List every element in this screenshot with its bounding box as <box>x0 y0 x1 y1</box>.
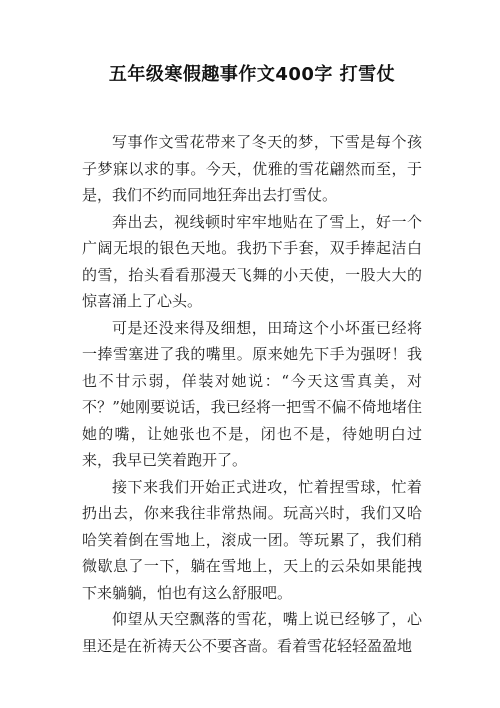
paragraph-5: 仰望从天空飘落的雪花，嘴上说已经够了，心里还是在祈祷天公不要吝啬。看着雪花轻轻盈盈地 <box>82 610 422 655</box>
paragraph-4: 接下来我们开始正式进攻，忙着捏雪球，忙着扔出去，你来我往非常热闹。玩高兴时，我们又哈哈笑着倒在雪地上，滚成一团。等玩累了，我们稍微歇息了一下，躺在雪地上，天上的云朵如果能拽下来躺躺，怕也有这么舒服吧。 <box>82 477 422 602</box>
document-body <box>82 129 422 659</box>
paragraph-3: 可是还没来得及细想，田琦这个小坏蛋已经将一捧雪塞进了我的嘴里。原来她先下手为强呀！我也不甘示弱，佯装对她说：“今天这雪真美，对不？”她刚要说话，我已经将一把雪不偏不倚地堵住她的嘴，让她张也不是，闭也不是，待她明白过来，我早已笑着跑开了。 <box>82 318 422 469</box>
paragraph-1: 写事作文雪花带来了冬天的梦，下雪是每个孩子梦寐以求的事。今天，优雅的雪花翩然而至，于是，我们不约而同地狂奔出去打雪仗。 <box>82 133 422 204</box>
document-title: 五年级寒假趣事作文400字 打雪仗 <box>108 64 396 85</box>
paragraph-2: 奔出去，视线顿时牢牢地贴在了雪上，好一个广阔无垠的银色天地。我扔下手套，双手捧起洁白的雪，抬头看看那漫天飞舞的小天使，一股大大的惊喜涌上了心头。 <box>82 212 422 310</box>
